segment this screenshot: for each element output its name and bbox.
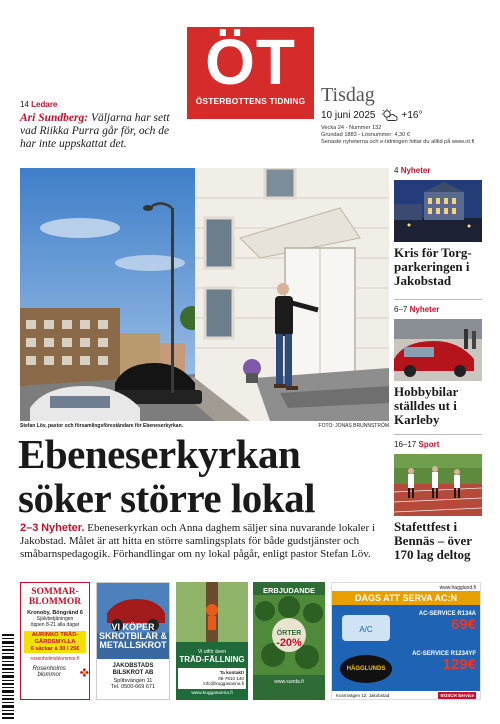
ad-title: SOMMAR-BLOMMOR: [28, 587, 82, 607]
side-story-3[interactable]: [394, 440, 486, 562]
ad-company: JAKOBSTADS BILSKROT AB: [112, 663, 154, 676]
side-title: Hobbybilar ställdes ut i Karleby: [394, 384, 459, 427]
ad-web: www.kuggasanna.fi: [191, 690, 233, 696]
ad-promo-price: 6 säckar à 30 l 25€: [30, 646, 80, 652]
ad-address: Splitsvängen 11: [113, 678, 153, 684]
ad-orter[interactable]: [253, 582, 325, 700]
side-title: Stafettfest i Bennäs – över 170 lag deltog: [394, 519, 472, 562]
date: 10 juni 2025: [321, 109, 376, 121]
church-building-photo: [20, 168, 389, 421]
ad-headline: VI KÖPER SKROTBILAR & METALLSKROT: [99, 622, 167, 650]
side-story-1[interactable]: [394, 166, 484, 288]
ad-web: www.hagglund.fi: [439, 585, 476, 591]
date-line: [321, 108, 481, 122]
side-page-ref: 6–7 Nyheter: [394, 305, 440, 314]
founded-price: Grundad 1883 - Lösnummer: 4,30 €: [321, 132, 410, 138]
ad-price: 69€: [450, 616, 476, 633]
main-lede[interactable]: 2–3 Nyheter. Ebeneserkyrkan och Anna daghem säljer sina nuvarande lokaler i Jakobstad. Målet är att hitta en större samlingsplats för både gudstjänster och småbarnspedagogik. Förhandlingar om ny lokal pågår, enligt pastor Stefan Löv.: [20, 522, 376, 560]
ad-address: Kvarnvägen 12, Jakobstad: [336, 693, 390, 698]
ad-line: öppen 8-21 alla dagar: [30, 622, 80, 628]
side-page-ref: 4 Nyheter: [394, 166, 431, 175]
photo-credit: FOTO: JONAS BRUNNSTRÖM: [318, 423, 389, 429]
caption-text: Stefan Löv, pastor och församlingsföreståndare för Ebeneserkyrkan.: [20, 423, 184, 429]
ac-unit-icon: [338, 611, 394, 645]
ad-sub: Vi utför även: [198, 649, 226, 655]
ad-phone: Tel. 0500-669 671: [110, 684, 156, 690]
divider: [394, 434, 482, 435]
ad-service: AC-SERVICE R134A: [418, 611, 476, 617]
ad-headline: DAGS ATT SERVA AC:N: [332, 591, 480, 605]
ad-tradfallning[interactable]: [176, 582, 248, 700]
headline-line: söker större lokal: [18, 475, 315, 521]
lead-page-ref: 14 Ledare: [20, 100, 58, 109]
side-photo: [394, 180, 482, 242]
ad-contact: Ta kontakt!: [219, 670, 244, 675]
ad-discount: -20%: [276, 637, 302, 649]
bosch-logo: BOSCH Service: [440, 693, 474, 698]
ad-bilskrot[interactable]: [96, 582, 170, 700]
tree-worker-icon: [176, 582, 248, 642]
main-photo[interactable]: [20, 168, 389, 421]
partly-sunny-icon: [380, 108, 398, 122]
ad-web: www.sunda.fi: [274, 679, 304, 685]
date-info: [321, 84, 481, 146]
weekday: Tisdag: [321, 84, 375, 106]
ad-service: AC-SERVICE R1234YF: [412, 651, 476, 657]
ad-email: info@kuggasanna.fi: [203, 681, 244, 687]
flower-icon: [80, 668, 89, 677]
ad-hagglunds[interactable]: [331, 582, 481, 700]
main-headline[interactable]: [18, 432, 390, 520]
side-photo: [394, 454, 482, 516]
temperature: +16°: [401, 109, 423, 121]
svg-text:A/C: A/C: [359, 625, 373, 634]
ad-web: rosenholmsblommor.fi: [30, 656, 80, 662]
ad-offer: ÖRTER: [276, 630, 302, 637]
photo-caption: [20, 423, 389, 429]
ad-brand: Rosenholms blommor: [32, 666, 66, 678]
logo-text: ÖT: [205, 26, 296, 98]
lead-text: Ari Sundberg: Väljarna har sett vad Riikka Purra går för, och de har inte uppskattat det.: [20, 112, 170, 150]
divider: [394, 299, 482, 300]
issue-number: Vecka 24 - Nummer 132: [321, 125, 382, 131]
ad-headline: ERBJUDANDE: [262, 586, 316, 595]
masthead-logo[interactable]: [187, 27, 314, 119]
ad-brand-logo: HÄGGLUNDS: [340, 655, 392, 683]
ad-line: Kronoby, Böngränd 6: [27, 610, 83, 616]
ad-sommarblommor[interactable]: [20, 582, 90, 700]
ad-line: Självbetjäningen: [36, 616, 74, 622]
side-photo: [394, 319, 482, 381]
web-note: Senaste nyheterna och e-tidningen hittar du alltid på www.ot.fi: [321, 139, 475, 145]
ad-price: 129€: [442, 656, 476, 673]
newspaper-name: ÖSTERBOTTENS TIDNING: [195, 96, 306, 106]
barcode: [0, 632, 16, 722]
ad-phone: 06-7810 140: [218, 675, 244, 681]
headline-line: Ebeneserkyrkan: [18, 431, 301, 477]
side-title: Kris för Torg-parkeringen i Jakobstad: [394, 245, 472, 288]
side-page-ref: 16–17 Sport: [394, 440, 440, 449]
ad-headline: TRÄD-FÄLLNING: [179, 655, 245, 664]
lead-teaser[interactable]: [20, 100, 180, 151]
side-story-2[interactable]: [394, 305, 484, 427]
ad-promo: AURINKO TRÄD-GÅRDSMYLLA: [31, 632, 79, 645]
